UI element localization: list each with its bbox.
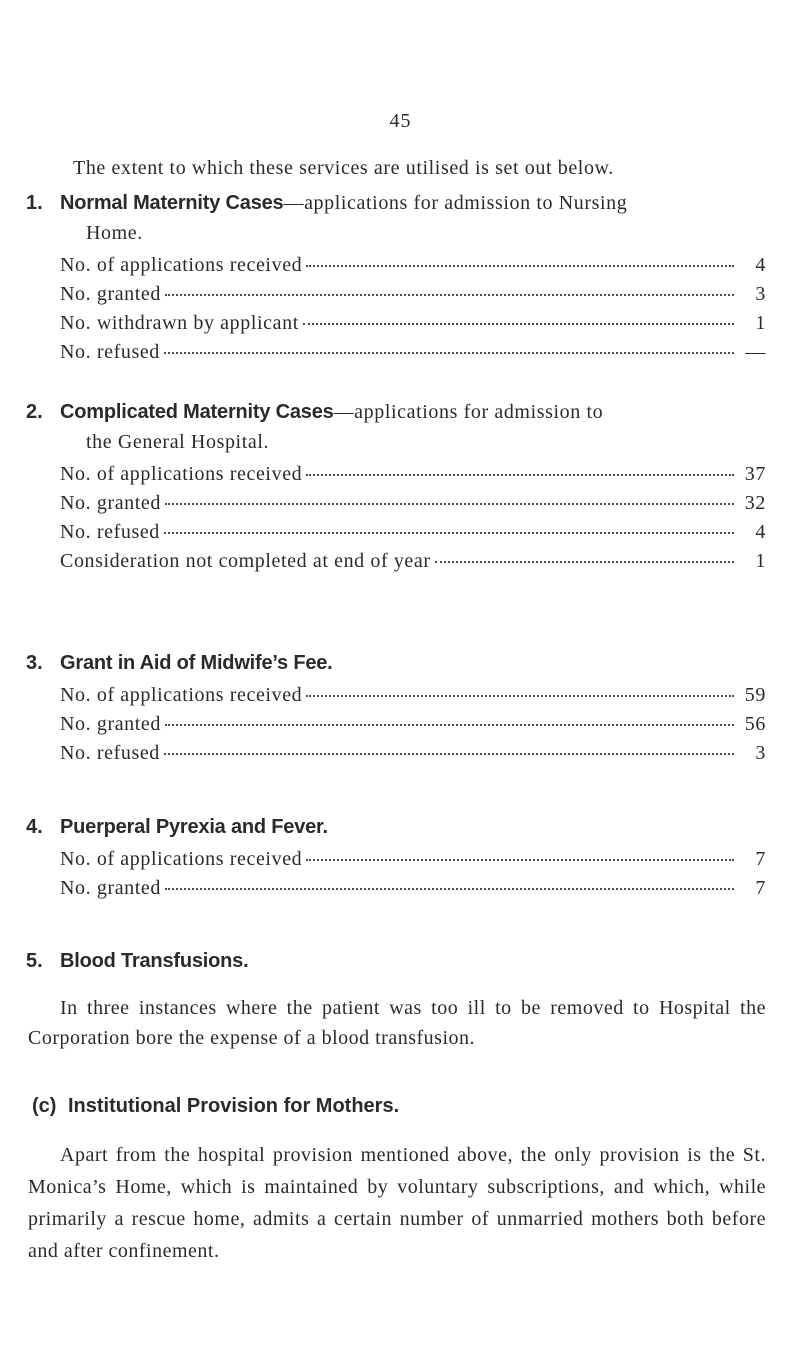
stats-list xyxy=(26,848,766,906)
section-heading xyxy=(26,188,766,218)
stats-list xyxy=(26,463,766,579)
stat-row xyxy=(26,684,766,713)
section-heading xyxy=(26,397,766,427)
section-title: Blood Transfusions. xyxy=(60,950,249,972)
stat-label: Consideration not completed at end of year xyxy=(60,550,431,572)
stat-label: No. granted xyxy=(60,713,162,735)
stat-label: No. withdrawn by applicant xyxy=(60,312,299,334)
dot-leader xyxy=(164,532,734,534)
page-number: 45 xyxy=(389,110,412,132)
stat-value: 7 xyxy=(755,848,766,870)
stat-label: No. refused xyxy=(60,521,160,543)
subsection-title: Institutional Provision for Mothers. xyxy=(68,1095,400,1117)
blood-transfusion-paragraph: In three instances where the patient was too ill to be removed to Hospital the Corporation bore the expense of a blood transfusion. xyxy=(28,997,766,1049)
section-title: Normal Maternity Cases xyxy=(60,192,284,214)
stat-value: 1 xyxy=(755,312,766,334)
stat-label: No. granted xyxy=(60,492,162,514)
section-blood-transfusions xyxy=(26,946,766,976)
dot-leader xyxy=(435,561,734,563)
dot-leader xyxy=(165,503,734,505)
stat-row xyxy=(26,848,766,877)
section-description: —applications for admission to Nursing xyxy=(283,192,628,214)
dot-leader xyxy=(164,352,734,354)
dot-leader xyxy=(306,695,734,697)
section-heading xyxy=(26,946,766,976)
stat-value: 4 xyxy=(755,254,766,276)
stat-row xyxy=(26,341,766,370)
section-midwife-grant xyxy=(26,648,766,771)
dot-leader xyxy=(306,265,734,267)
section-description-cont: the General Hospital. xyxy=(86,431,270,453)
dot-leader xyxy=(303,323,734,325)
stat-row xyxy=(26,463,766,492)
stat-value: 3 xyxy=(755,283,766,305)
section-complicated-maternity xyxy=(26,397,766,579)
stat-label: No. refused xyxy=(60,742,160,764)
section-title: Grant in Aid of Midwife’s Fee. xyxy=(60,652,333,674)
section-description-cont: Home. xyxy=(86,222,143,244)
stat-label: No. granted xyxy=(60,283,162,305)
section-number: 3. xyxy=(26,652,43,674)
stat-label: No. of applications received xyxy=(60,254,303,276)
stat-value: 37 xyxy=(744,463,766,485)
section-title: Puerperal Pyrexia and Fever. xyxy=(60,816,328,838)
stat-value: 1 xyxy=(755,550,766,572)
stat-value: — xyxy=(745,341,766,363)
section-puerperal-pyrexia xyxy=(26,812,766,906)
dot-leader xyxy=(164,753,734,755)
stats-list xyxy=(26,684,766,771)
stat-label: No. of applications received xyxy=(60,848,303,870)
intro-text: The extent to which these services are utilised is set out below. xyxy=(73,157,614,179)
stat-label: No. of applications received xyxy=(60,463,303,485)
section-number: 1. xyxy=(26,192,43,214)
section-number: 4. xyxy=(26,816,43,838)
stat-row xyxy=(26,550,766,579)
section-normal-maternity xyxy=(26,188,766,370)
stats-list xyxy=(26,254,766,370)
section-heading xyxy=(26,648,766,678)
dot-leader xyxy=(165,294,734,296)
dot-leader xyxy=(165,724,734,726)
stat-label: No. refused xyxy=(60,341,160,363)
stat-label: No. of applications received xyxy=(60,684,303,706)
stat-row xyxy=(26,713,766,742)
stat-row xyxy=(26,283,766,312)
stat-value: 7 xyxy=(755,877,766,899)
stat-value: 56 xyxy=(744,713,766,735)
institutional-provision-paragraph: Apart from the hospital provision mentioned above, the only provision is the St. Monica’s Home, which is maintained by voluntary subscriptions, and which, while primarily a rescue home, admits a certain number of unmarried mothers both before and after confinement. xyxy=(28,1144,766,1262)
stat-row xyxy=(26,877,766,906)
stat-value: 3 xyxy=(755,742,766,764)
section-number: 2. xyxy=(26,401,43,423)
section-description: —applications for admission to xyxy=(333,401,604,423)
subsection-heading xyxy=(32,1095,399,1118)
stat-row xyxy=(26,521,766,550)
stat-row xyxy=(26,492,766,521)
dot-leader xyxy=(306,474,734,476)
stat-label: No. granted xyxy=(60,877,162,899)
stat-value: 59 xyxy=(744,684,766,706)
dot-leader xyxy=(165,888,734,890)
section-title: Complicated Maternity Cases xyxy=(60,401,334,423)
dot-leader xyxy=(306,859,734,861)
stat-row xyxy=(26,254,766,283)
stat-value: 4 xyxy=(755,521,766,543)
stat-value: 32 xyxy=(744,492,766,514)
stat-row xyxy=(26,742,766,771)
stat-row xyxy=(26,312,766,341)
subsection-label: (c) xyxy=(32,1095,57,1117)
section-number: 5. xyxy=(26,950,43,972)
section-heading xyxy=(26,812,766,842)
